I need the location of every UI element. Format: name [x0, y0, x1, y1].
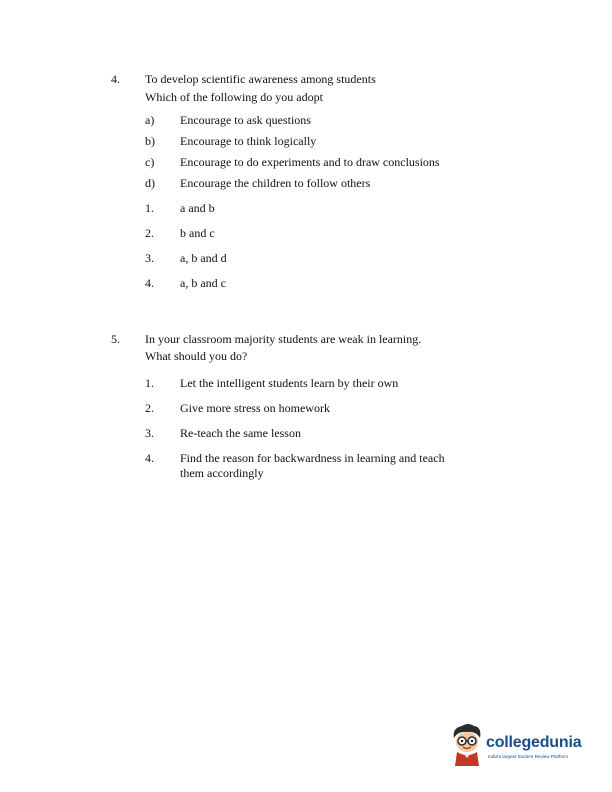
- statement-b-text: Encourage to think logically: [180, 134, 317, 148]
- question-4-text-line-1: To develop scientific awareness among students: [145, 72, 376, 86]
- q4-option-1-label: 1.: [145, 201, 154, 215]
- q5-option-1-label: 1.: [145, 376, 154, 390]
- q5-option-2-label: 2.: [145, 401, 154, 415]
- mascot-icon: [448, 722, 486, 770]
- question-5-number: 5.: [111, 332, 120, 346]
- q4-option-1-text: a and b: [180, 201, 215, 215]
- q4-option-4-text: a, b and c: [180, 276, 226, 290]
- question-4-number: 4.: [111, 72, 120, 86]
- statement-d-label: d): [145, 176, 155, 190]
- q4-option-2-label: 2.: [145, 226, 154, 240]
- q4-option-4-label: 4.: [145, 276, 154, 290]
- q5-option-4-text-line-1: Find the reason for backwardness in learning and teach: [180, 451, 445, 465]
- statement-c-label: c): [145, 155, 155, 169]
- question-5-text-line-2: What should you do?: [145, 349, 248, 363]
- statement-b-label: b): [145, 134, 155, 148]
- statement-c-text: Encourage to do experiments and to draw conclusions: [180, 155, 440, 169]
- q5-option-3-label: 3.: [145, 426, 154, 440]
- q5-option-2-text: Give more stress on homework: [180, 401, 330, 415]
- statement-d-text: Encourage the children to follow others: [180, 176, 371, 190]
- logo-wordmark: collegedunia: [486, 734, 582, 751]
- question-5-text-line-1: In your classroom majority students are weak in learning.: [145, 332, 422, 346]
- q5-option-1-text: Let the intelligent students learn by their own: [180, 376, 399, 390]
- q5-option-4-label: 4.: [145, 451, 154, 465]
- question-4-text-line-2: Which of the following do you adopt: [145, 90, 323, 104]
- collegedunia-logo: [448, 720, 598, 770]
- q4-option-3-text: a, b and d: [180, 251, 227, 265]
- statement-a-text: Encourage to ask questions: [180, 113, 311, 127]
- q4-option-3-label: 3.: [145, 251, 154, 265]
- q4-option-2-text: b and c: [180, 226, 215, 240]
- logo-tagline: India's largest Student Review Platform: [488, 754, 569, 759]
- q5-option-4-text-line-2: them accordingly: [180, 466, 264, 480]
- q5-option-3-text: Re-teach the same lesson: [180, 426, 301, 440]
- statement-a-label: a): [145, 113, 155, 127]
